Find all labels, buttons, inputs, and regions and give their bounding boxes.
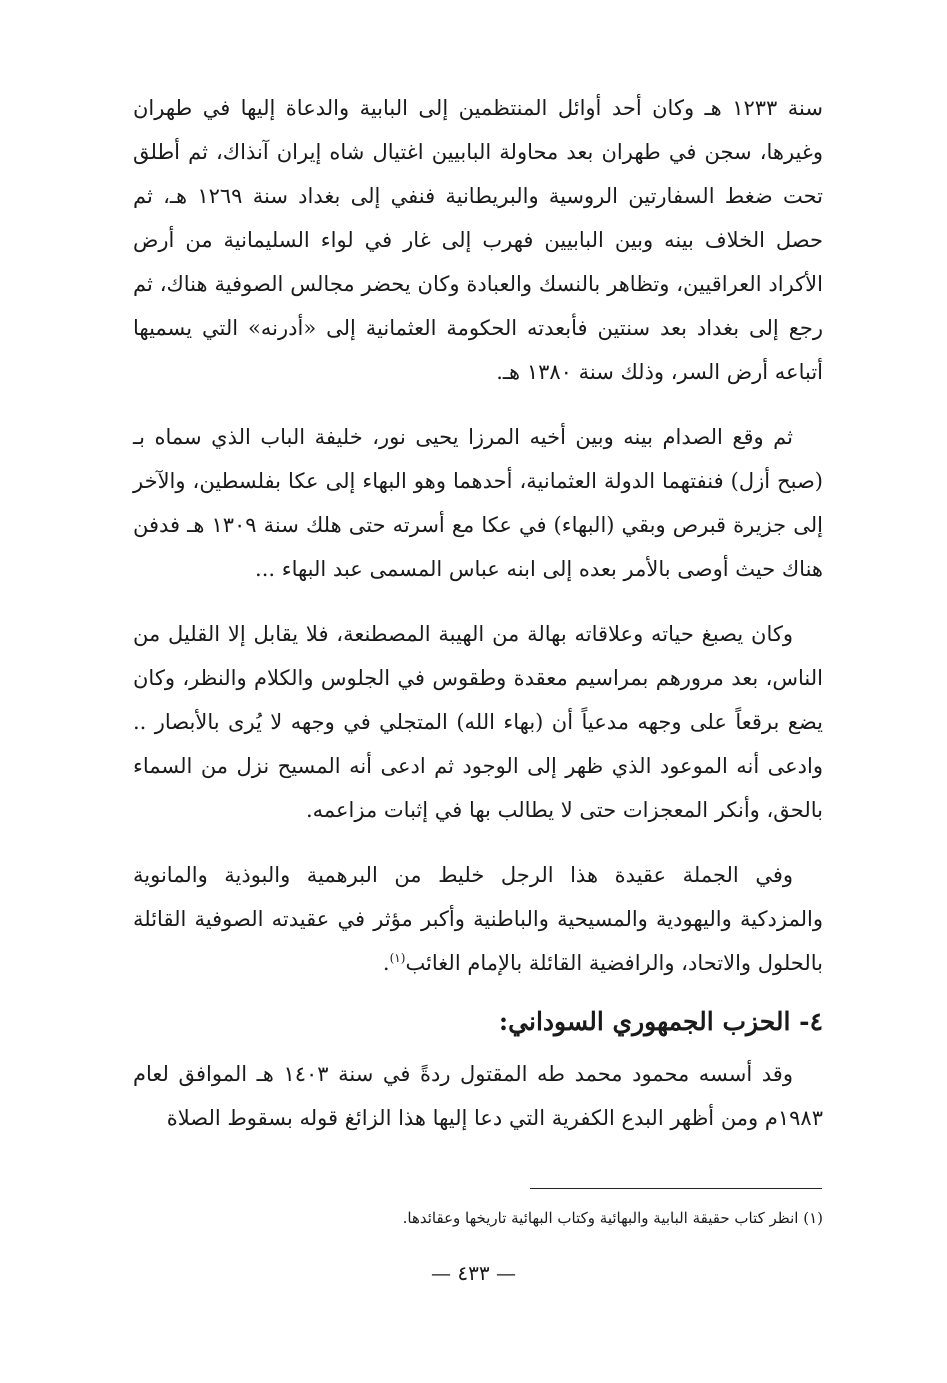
body-paragraph-5: [133, 1052, 823, 1140]
paragraph-4-text: وفي الجملة عقيدة هذا الرجل خليط من البرهمية والبوذية والمانوية والمزدكية واليهودية والمسيحية والباطنية وأكبر مؤثر في عقيدته الصوفية القائلة بالحلول والاتحاد، والرافضية القائلة بالإمام الغائب: [133, 863, 823, 975]
page-number: — ٤٣٣ —: [431, 1261, 516, 1285]
body-paragraph-1: [133, 86, 823, 394]
body-paragraph-2: [133, 415, 823, 591]
paragraph-1-text: سنة ١٢٣٣ هـ وكان أحد أوائل المنتظمين إلى البابية والدعاة إليها في طهران وغيرها، سجن في طهران بعد محاولة البابيين اغتيال شاه إيران آنذاك، ثم أطلق تحت ضغط السفارتين الروسية والبريطانية فنفي إلى بغداد سنة ١٢٦٩ هـ، ثم حصل الخلاف بينه وبين البابيين فهرب إلى غار في لواء السليمانية من أرض الأكراد العراقيين، وتظاهر بالنسك والعبادة وكان يحضر مجالس الصوفية هناك، ثم رجع إلى بغداد بعد سنتين فأبعدته الحكومة العثمانية إلى «أدرنه» التي يسميها أتباعه أرض السر، وذلك سنة ١٣٨٠ هـ.: [133, 96, 823, 384]
section-heading: ٤- الحزب الجمهوري السوداني:: [498, 1007, 823, 1036]
footnote-divider: [530, 1188, 822, 1189]
footnote: (١) انظر كتاب حقيقة البابية والبهائية وكتاب البهائية تاريخها وعقائدها.: [402, 1209, 823, 1227]
body-paragraph-3: [133, 612, 823, 832]
footnote-reference: (١): [389, 951, 406, 965]
paragraph-2-text: ثم وقع الصدام بينه وبين أخيه المرزا يحيى نور، خليفة الباب الذي سماه بـ (صبح أزل) فنفتهما الدولة العثمانية، أحدهما وهو البهاء إلى عكا بفلسطين، والآخر إلى جزيرة قبرص وبقي (البهاء) في عكا مع أسرته حتى هلك سنة ١٣٠٩ هـ فدفن هناك حيث أوصى بالأمر بعده إلى ابنه عباس المسمى عبد البهاء ...: [133, 425, 823, 581]
body-paragraph-4: [133, 853, 823, 985]
paragraph-3-text: وكان يصبغ حياته وعلاقاته بهالة من الهيبة المصطنعة، فلا يقابل إلا القليل من الناس، بعد مرورهم بمراسيم معقدة وطقوس في الجلوس والكلام والنظر، وكان يضع برقعاً على وجهه مدعياً أن (بهاء الله) المتجلي في وجهه لا يُرى بالأبصار .. وادعى أنه الموعود الذي ظهر إلى الوجود ثم ادعى أنه المسيح نزل من السماء بالحق، وأنكر المعجزات حتى لا يطالب بها في إثبات مزاعمه.: [133, 622, 823, 822]
paragraph-5-text: وقد أسسه محمود محمد طه المقتول ردةً في سنة ١٤٠٣ هـ الموافق لعام ١٩٨٣م ومن أظهر البدع الكفرية التي دعا إليها هذا الزائغ قوله بسقوط الصلاة: [133, 1062, 823, 1130]
paragraph-4-end: .: [382, 951, 390, 975]
